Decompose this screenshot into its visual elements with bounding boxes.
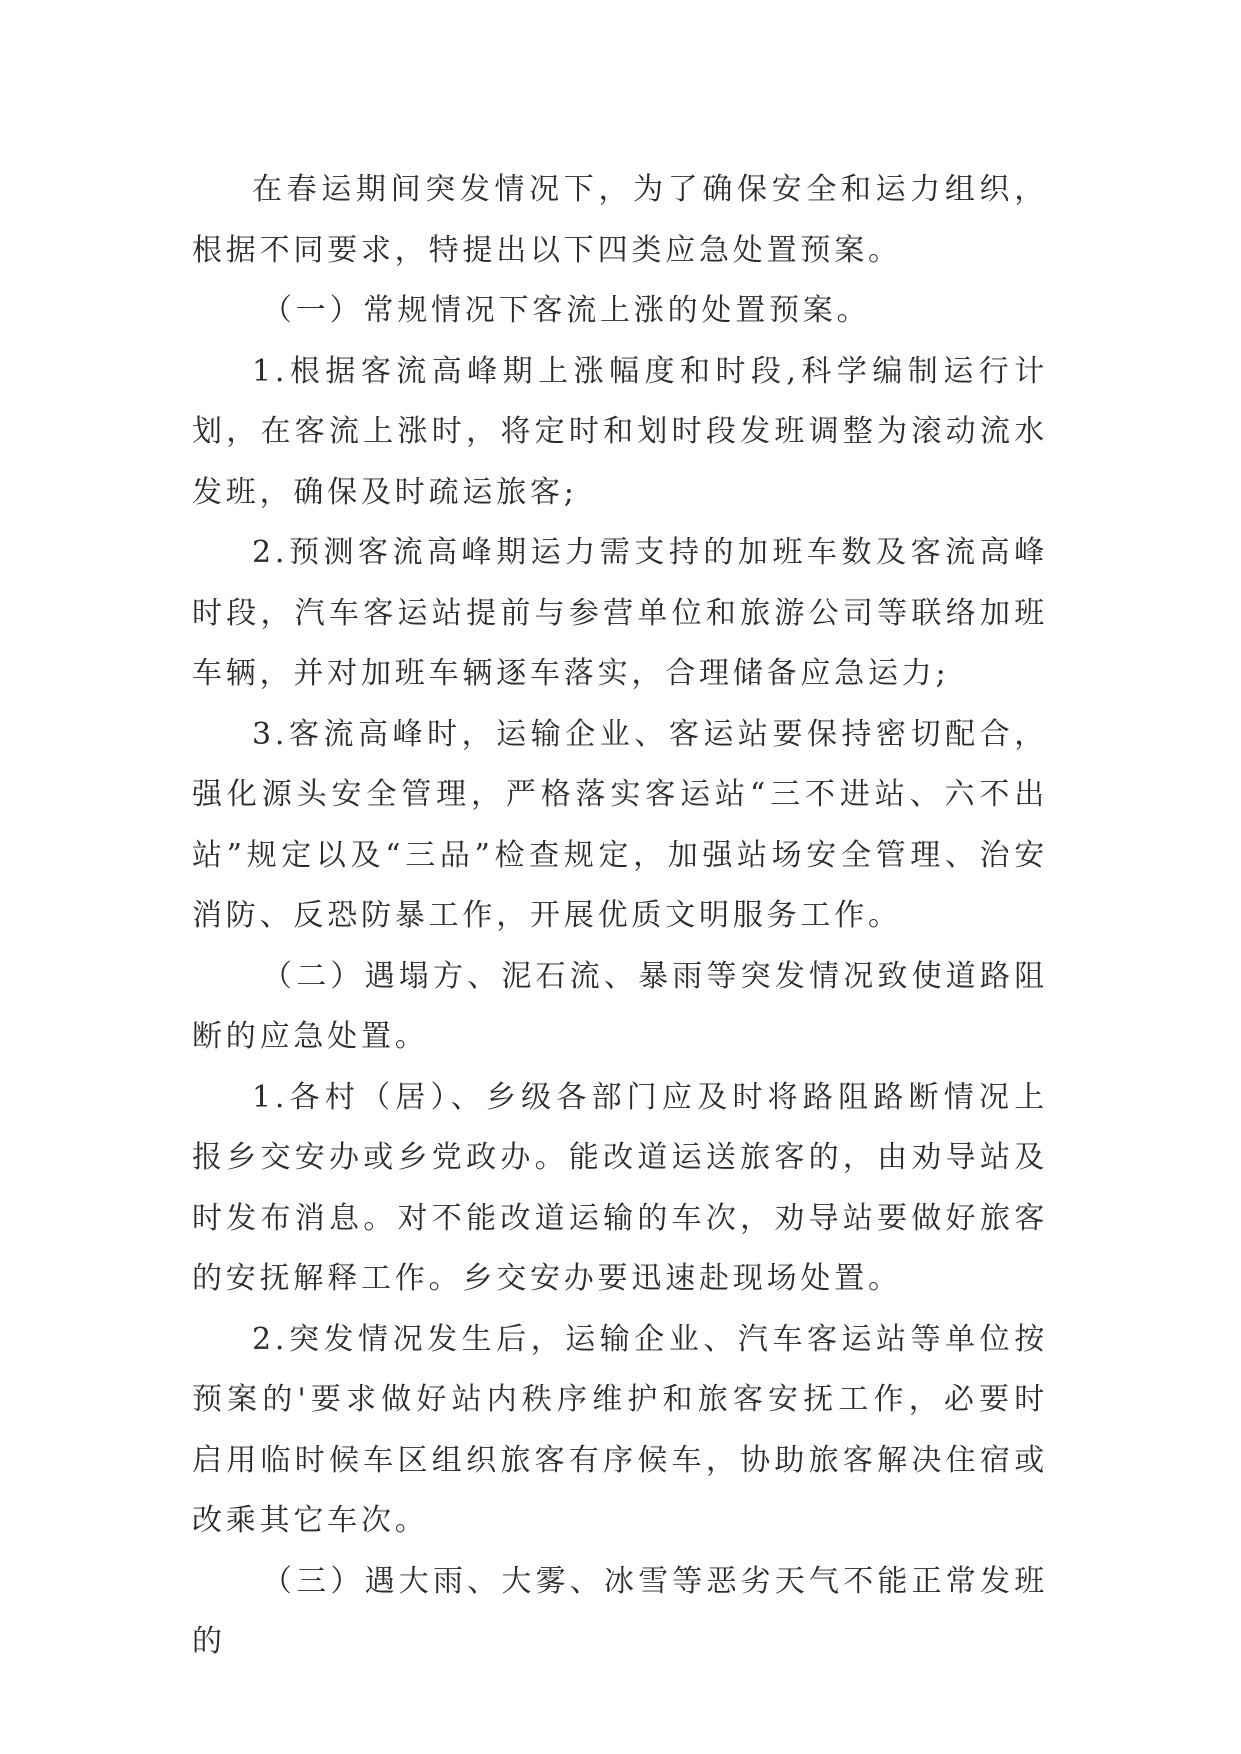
document-body <box>192 160 1048 1673</box>
section-1-item-1: 1.根据客流高峰期上涨幅度和时段,科学编制运行计划，在客流上涨时，将定时和划时段发班调整为滚动流水发班，确保及时疏运旅客; <box>192 353 1048 510</box>
section-1-item-3: 3.客流高峰时，运输企业、客运站要保持密切配合，强化源头安全管理，严格落实客运站“三不进站、六不出站”规定以及“三品”检查规定，加强站场安全管理、治安消防、反恐防暴工作，开展优质文明服务工作。 <box>192 716 1048 933</box>
section-2-item-1: 1.各村（居）、乡级各部门应及时将路阻路断情况上报乡交安办或乡党政办。能改道运送旅客的，由劝导站及时发布消息。对不能改道运输的车次，劝导站要做好旅客的安抚解释工作。乡交安办要迅速赴现场处置。 <box>192 1079 1048 1296</box>
section-2-item-2: 2.突发情况发生后，运输企业、汽车客运站等单位按预案的'要求做好站内秩序维护和旅客安抚工作，必要时启用临时候车区组织旅客有序候车，协助旅客解决住宿或改乘其它车次。 <box>192 1321 1048 1538</box>
section-heading-2: （二）遇塌方、泥石流、暴雨等突发情况致使道路阻断的应急处置。 <box>192 958 1048 1054</box>
section-heading-1: （一）常规情况下客流上涨的处置预案。 <box>262 293 871 328</box>
section-1-item-2: 2.预测客流高峰期运力需支持的加班车数及客流高峰时段，汽车客运站提前与参营单位和旅游公司等联络加班车辆，并对加班车辆逐车落实，合理储备应急运力; <box>192 535 1048 691</box>
intro-paragraph: 在春运期间突发情况下，为了确保安全和运力组织，根据不同要求，特提出以下四类应急处置预案。 <box>192 172 1048 268</box>
section-heading-3: （三）遇大雨、大雾、冰雪等恶劣天气不能正常发班的 <box>192 1563 1048 1659</box>
